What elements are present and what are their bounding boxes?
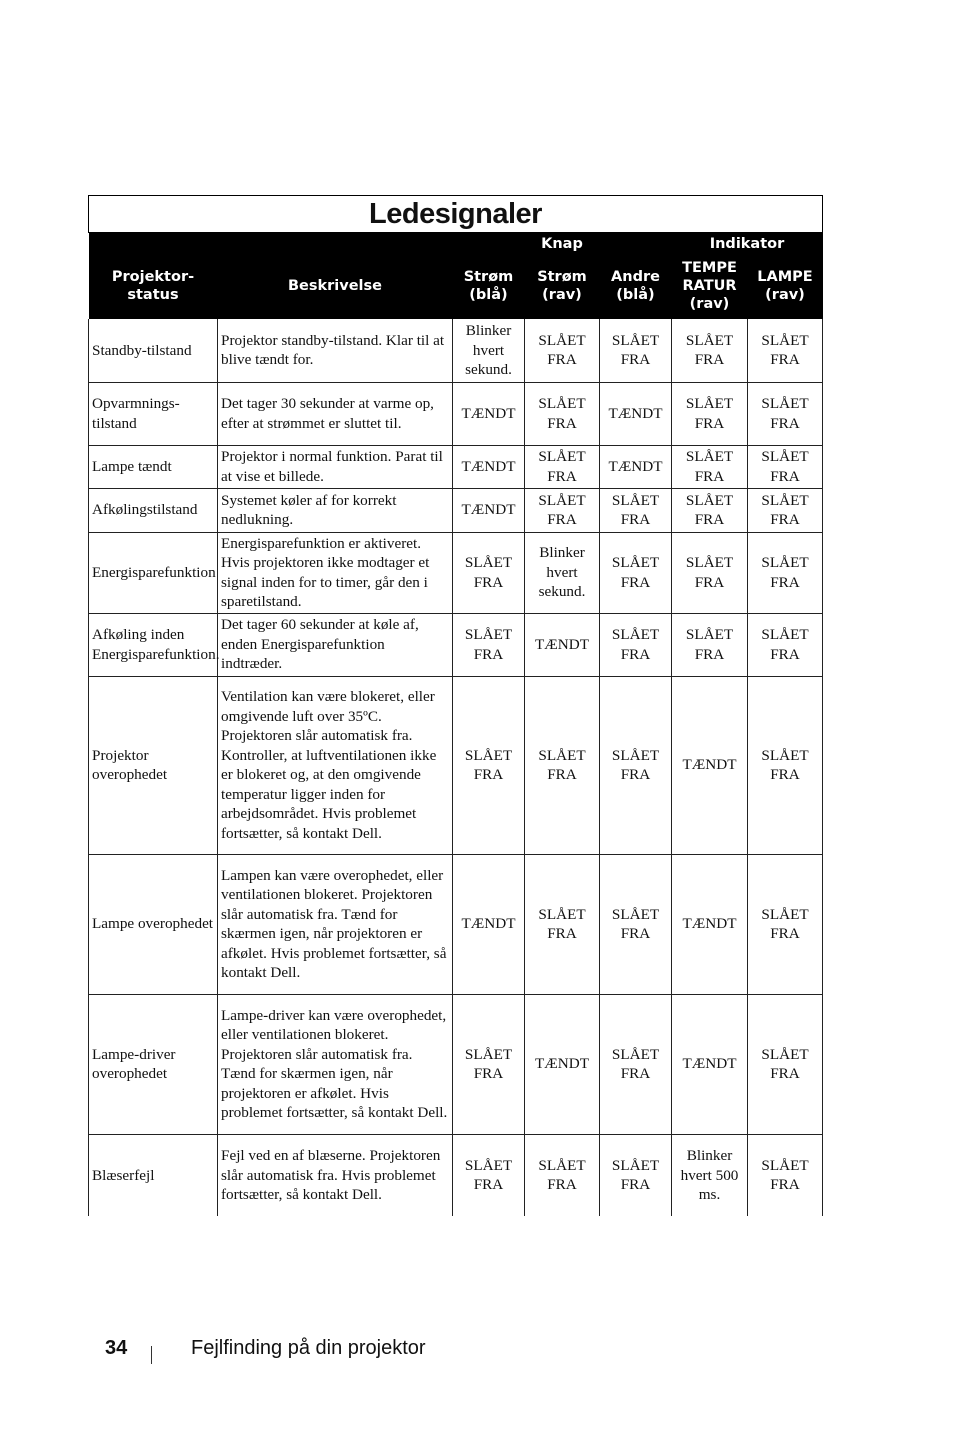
description-cell: Energisparefunktion er aktiveret. Hvis projektoren ikke modtager et signal inden for to timer, går den i sparetilstand. [218,532,453,613]
indicator-cell: SLÅET FRA [453,1134,525,1216]
table-row [89,994,823,1134]
indicator-cell: SLÅET FRA [672,613,748,676]
indicator-cell: SLÅET FRA [748,445,823,488]
group-header-knap: Knap [525,233,600,254]
indicator-cell: SLÅET FRA [672,382,748,445]
table-row [89,854,823,994]
led-signal-table-wrap [88,195,822,1216]
indicator-cell: TÆNDT [672,854,748,994]
indicator-cell: Blinker hvert sekund. [453,319,525,382]
description-cell: Systemet køler af for korrekt nedlukning. [218,488,453,532]
header-spacer [600,233,672,254]
indicator-cell: SLÅET FRA [748,488,823,532]
indicator-cell: SLÅET FRA [525,488,600,532]
table-title: Ledesignaler [89,196,823,233]
indicator-cell: SLÅET FRA [748,382,823,445]
indicator-cell: TÆNDT [672,994,748,1134]
status-cell: Lampe tændt [89,445,218,488]
indicator-cell: SLÅET FRA [525,445,600,488]
description-cell: Lampe-driver kan være overophedet, eller ventilationen blokeret. Projektoren slår automatisk fra. Tænd for skærmen igen, når projektoren er afkølet. Hvis problemet fortsætter, så kontakt Dell. [218,994,453,1134]
indicator-cell: SLÅET FRA [748,1134,823,1216]
description-cell: Fejl ved en af blæserne. Projektoren slår automatisk fra. Hvis problemet fortsætter, så kontakt Dell. [218,1134,453,1216]
indicator-cell: SLÅET FRA [748,994,823,1134]
status-cell: Lampe overophedet [89,854,218,994]
indicator-cell: TÆNDT [453,382,525,445]
footer-divider [151,1346,152,1364]
indicator-cell: SLÅET FRA [600,1134,672,1216]
column-header: LAMPE (rav) [748,253,823,319]
indicator-cell: SLÅET FRA [748,676,823,854]
table-row [89,445,823,488]
status-cell: Lampe-driver overophedet [89,994,218,1134]
table-row [89,613,823,676]
column-header: Beskrivelse [218,253,453,319]
column-header: Strøm (blå) [453,253,525,319]
indicator-cell: SLÅET FRA [453,994,525,1134]
table-body [89,319,823,1216]
header-spacer [453,233,525,254]
status-cell: Afkøling inden Energisparefunktion. [89,613,218,676]
indicator-cell: TÆNDT [600,382,672,445]
indicator-cell: SLÅET FRA [525,1134,600,1216]
description-cell: Projektor i normal funktion. Parat til at vise et billede. [218,445,453,488]
table-row [89,1134,823,1216]
column-header: Strøm (rav) [525,253,600,319]
indicator-cell: SLÅET FRA [748,319,823,382]
page-number: 34 [105,1337,128,1359]
table-row [89,319,823,382]
chapter-title: Fejlfinding på din projektor [191,1337,426,1359]
column-header: Projektor-status [89,253,218,319]
status-cell: Energisparefunktion [89,532,218,613]
description-cell: Projektor standby-tilstand. Klar til at blive tændt for. [218,319,453,382]
indicator-cell: SLÅET FRA [453,676,525,854]
indicator-cell: SLÅET FRA [672,445,748,488]
indicator-cell: TÆNDT [525,994,600,1134]
description-cell: Ventilation kan være blokeret, eller omgivende luft over 35ºC. Projektoren slår automatisk fra. Kontroller, at luftventilationen ikke er blokeret og, at den omgivende temperatur ligger inden for arbejdsområdet. Hvis problemet fortsætter, så kontakt Dell. [218,676,453,854]
table-row [89,488,823,532]
indicator-cell: TÆNDT [453,445,525,488]
indicator-cell: SLÅET FRA [525,854,600,994]
indicator-cell: SLÅET FRA [600,319,672,382]
indicator-cell: SLÅET FRA [672,532,748,613]
indicator-cell: TÆNDT [525,613,600,676]
indicator-cell: TÆNDT [453,488,525,532]
group-header-indikator: Indikator [672,233,823,254]
indicator-cell: SLÅET FRA [525,676,600,854]
indicator-cell: SLÅET FRA [453,613,525,676]
status-cell: Opvarmnings-tilstand [89,382,218,445]
indicator-cell: SLÅET FRA [748,854,823,994]
description-cell: Det tager 30 sekunder at varme op, efter at strømmet er sluttet til. [218,382,453,445]
indicator-cell: SLÅET FRA [600,676,672,854]
indicator-cell: SLÅET FRA [453,532,525,613]
indicator-cell: TÆNDT [600,445,672,488]
indicator-cell: SLÅET FRA [600,994,672,1134]
indicator-cell: SLÅET FRA [672,319,748,382]
indicator-cell: SLÅET FRA [748,532,823,613]
indicator-cell: SLÅET FRA [600,854,672,994]
table-row [89,382,823,445]
status-cell: Projektor overophedet [89,676,218,854]
status-cell: Afkølingstilstand [89,488,218,532]
indicator-cell: TÆNDT [453,854,525,994]
description-cell: Det tager 60 sekunder at køle af, enden Energisparefunktion indtræder. [218,613,453,676]
header-spacer [89,233,218,254]
led-signal-table [88,195,823,1216]
description-cell: Lampen kan være overophedet, eller ventilationen blokeret. Projektoren slår automatisk fra. Tænd for skærmen igen, når projektoren er afkølet. Hvis problemet fortsætter, så kontakt Dell. [218,854,453,994]
column-header: Andre (blå) [600,253,672,319]
indicator-cell: SLÅET FRA [672,488,748,532]
indicator-cell: SLÅET FRA [600,613,672,676]
table-row [89,676,823,854]
header-spacer [218,233,453,254]
indicator-cell: SLÅET FRA [525,319,600,382]
indicator-cell: SLÅET FRA [600,488,672,532]
indicator-cell: SLÅET FRA [748,613,823,676]
table-row [89,532,823,613]
column-header: TEMPE RATUR (rav) [672,253,748,319]
indicator-cell: Blinker hvert sekund. [525,532,600,613]
status-cell: Blæserfejl [89,1134,218,1216]
status-cell: Standby-tilstand [89,319,218,382]
indicator-cell: SLÅET FRA [600,532,672,613]
indicator-cell: SLÅET FRA [525,382,600,445]
column-header-row [89,253,823,319]
indicator-cell: Blinker hvert 500 ms. [672,1134,748,1216]
indicator-cell: TÆNDT [672,676,748,854]
